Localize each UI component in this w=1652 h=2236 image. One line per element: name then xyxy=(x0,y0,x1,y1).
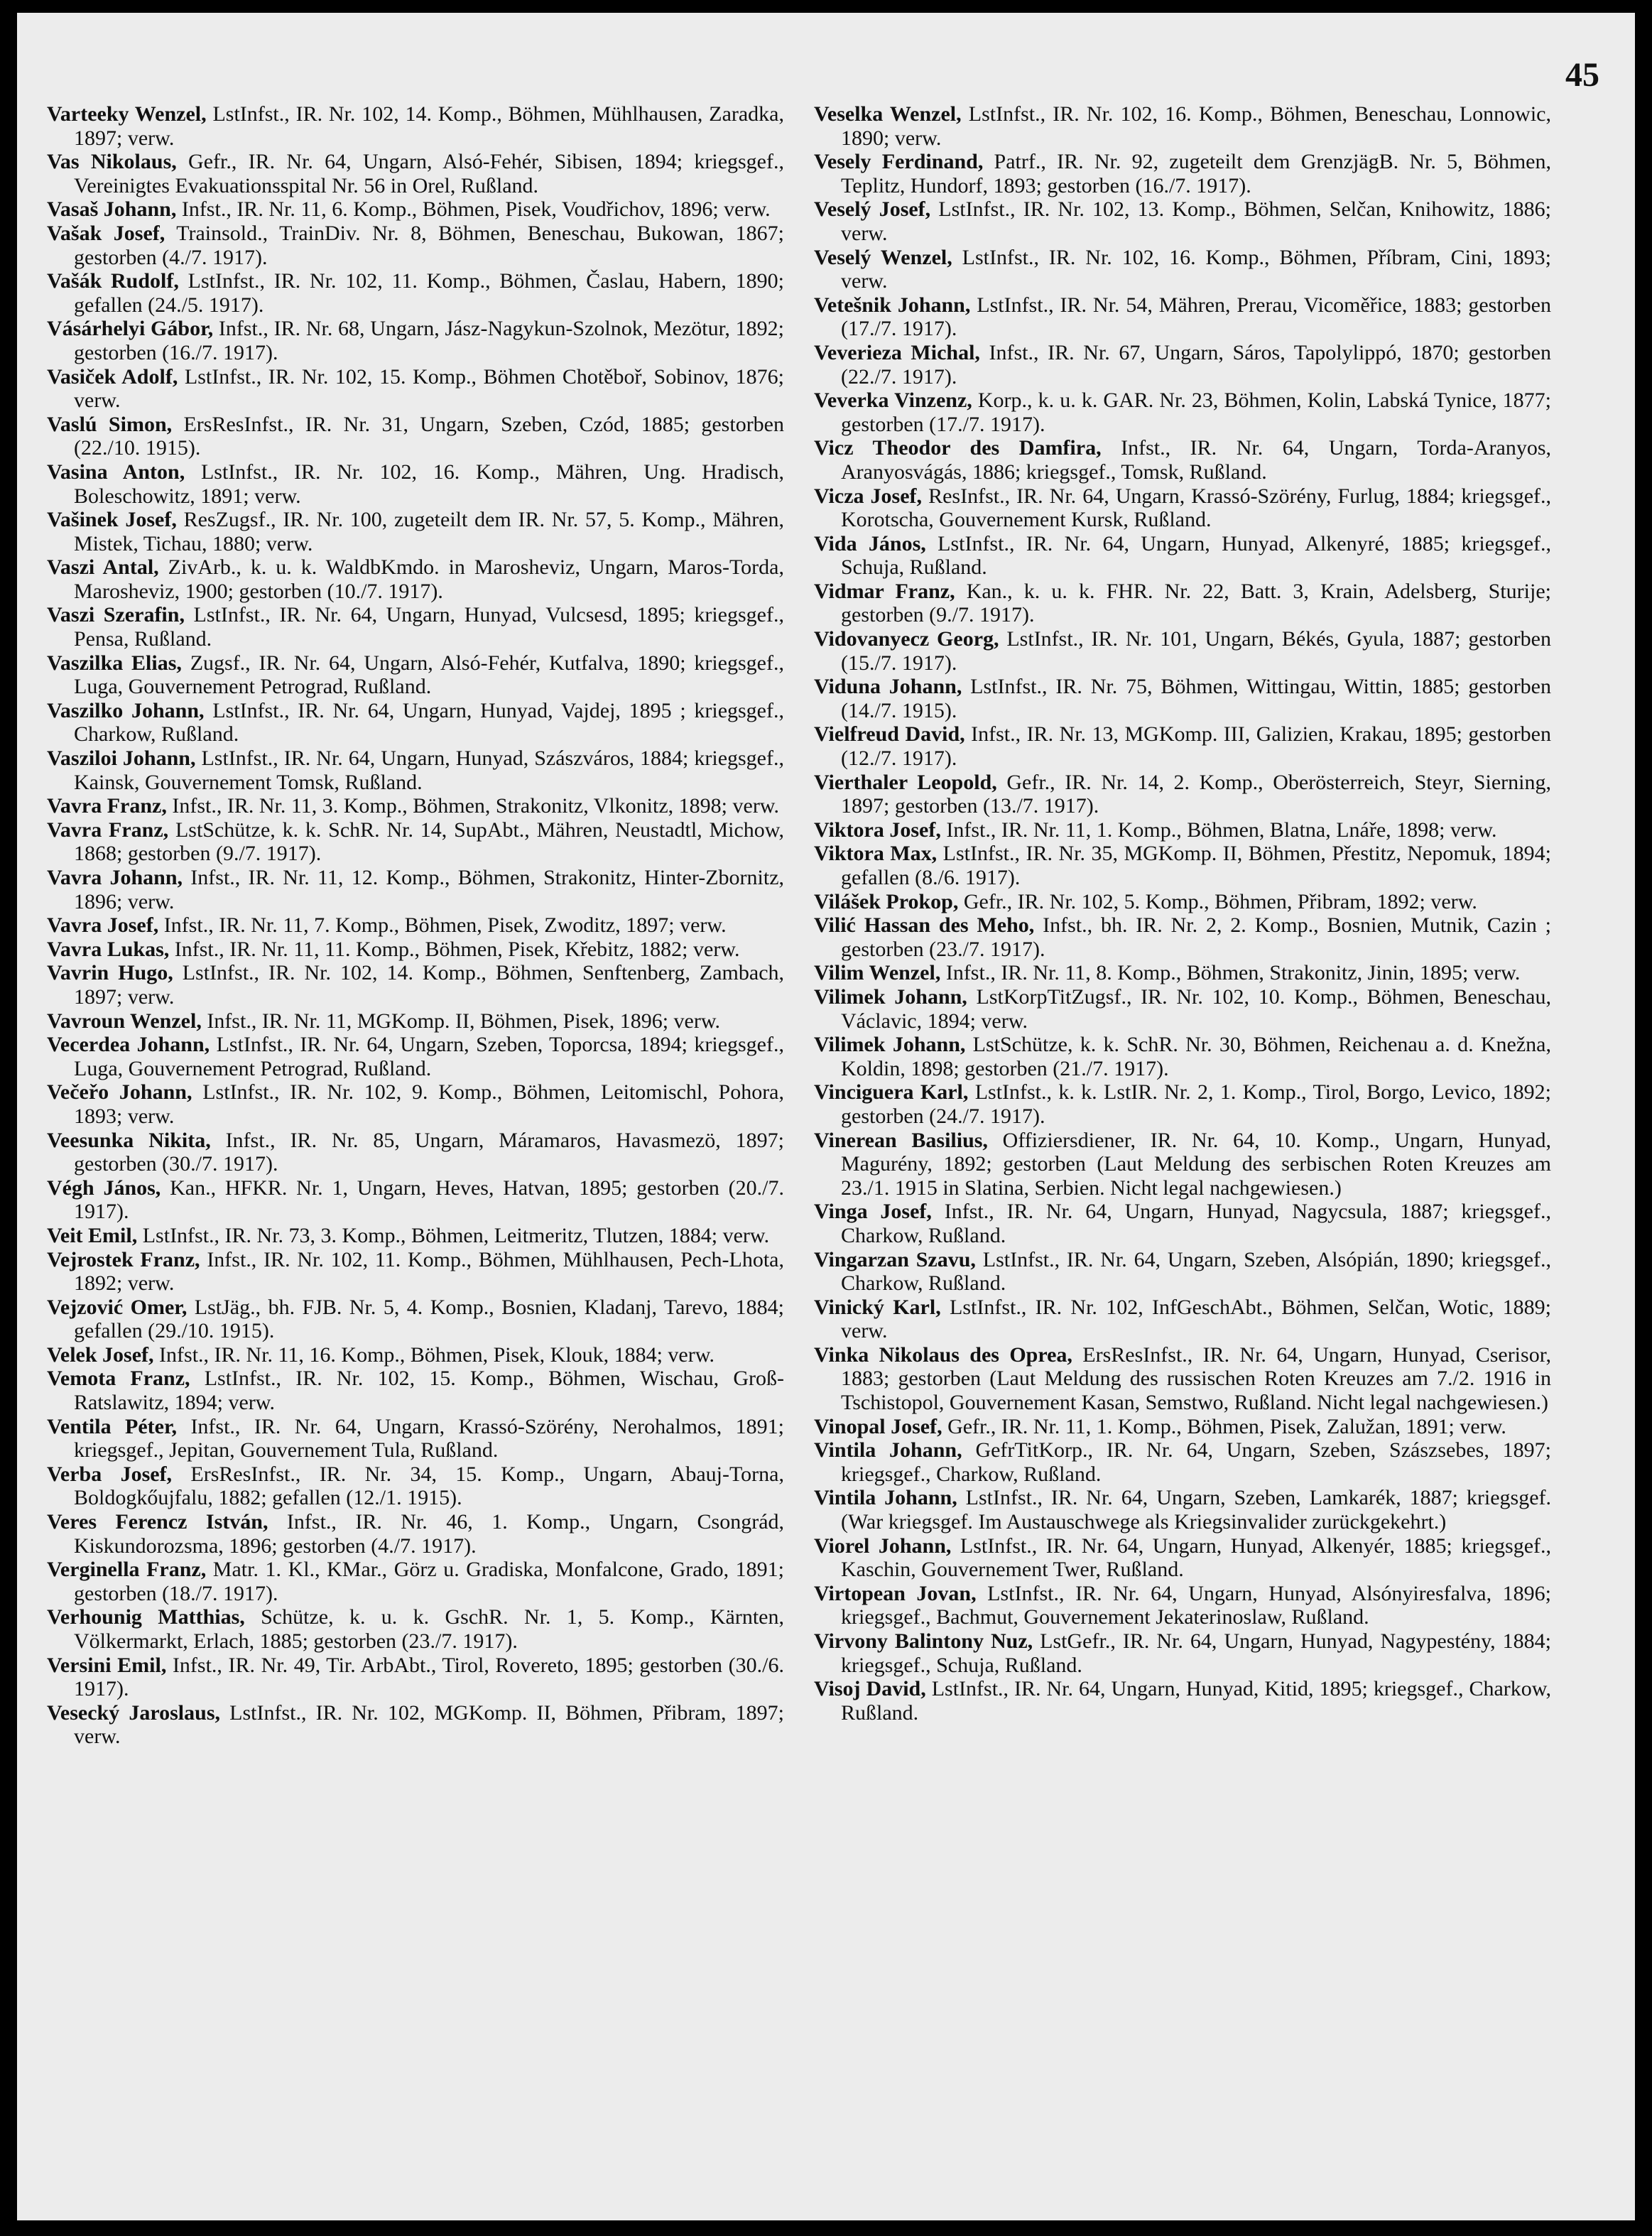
register-entry xyxy=(814,1080,1551,1128)
entry-name: Viduna Johann, xyxy=(814,675,962,699)
register-entry xyxy=(47,222,784,269)
register-entry xyxy=(814,842,1551,889)
register-entry xyxy=(814,771,1551,818)
entry-details: ResInfst., IR. Nr. 64, Ungarn, Krassó-Szörény, Furlug, 1884; kriegsgef., Korotscha, Gouvernement Kursk, Rußland. xyxy=(841,484,1551,532)
register-entry xyxy=(47,317,784,364)
entry-name: Veverka Vinzenz, xyxy=(814,389,972,413)
entry-details: Infst., IR. Nr. 64, Ungarn, Hunyad, Nagycsula, 1887; kriegsgef., Charkow, Rußland. xyxy=(841,1200,1551,1247)
register-entry xyxy=(47,1415,784,1462)
register-entry xyxy=(47,1248,784,1296)
entry-name: Vida János, xyxy=(814,531,926,555)
register-entry xyxy=(47,913,784,938)
register-entry xyxy=(47,1080,784,1128)
entry-details: ResZugsf., IR. Nr. 100, zugeteilt dem IR. Nr. 57, 5. Komp., Mähren, Mistek, Tichau, 1880; verw. xyxy=(74,508,784,555)
entry-details: Infst., IR. Nr. 11, MGKomp. II, Böhmen, Pisek, 1896; verw. xyxy=(201,1009,721,1033)
entry-details: LstInfst., IR. Nr. 64, Ungarn, Hunyad, Szászváros, 1884; kriegsgef., Kainsk, Gouvernement Tomsk, Rußland. xyxy=(74,747,784,794)
entry-name: Vašinek Josef, xyxy=(47,508,177,532)
register-entry xyxy=(47,1510,784,1558)
register-entry xyxy=(47,1176,784,1224)
entry-name: Vintila Johann, xyxy=(814,1438,962,1462)
register-entry xyxy=(47,747,784,794)
entry-details: LstInfst., IR. Nr. 102, 16. Komp., Böhmen, Příbram, Cini, 1893; verw. xyxy=(841,245,1551,293)
entry-details: Gefr., IR. Nr. 102, 5. Komp., Böhmen, Přibram, 1892; verw. xyxy=(958,889,1477,913)
entry-details: LstInfst., IR. Nr. 64, Ungarn, Hunyad, Alkenyré, 1885; kriegsgef., Schuja, Rußland. xyxy=(841,531,1552,580)
entry-details: Infst., IR. Nr. 49, Tir. ArbAbt., Tirol, Rovereto, 1895; gestorben (30./6. 1917). xyxy=(74,1653,784,1701)
entry-name: Verginella Franz, xyxy=(47,1558,207,1582)
entry-details: Infst., IR. Nr. 11, 8. Komp., Böhmen, Strakonitz, Jinin, 1895; verw. xyxy=(940,961,1521,985)
entry-name: Velek Josef, xyxy=(47,1342,154,1367)
entry-name: Vilim Wenzel, xyxy=(814,961,941,985)
register-entry xyxy=(47,1462,784,1510)
entry-details: Infst., IR. Nr. 64, Ungarn, Torda-Aranyos, Aranyosvágás, 1886; kriegsgef., Tomsk, Rußland. xyxy=(841,436,1551,484)
entry-name: Vašák Rudolf, xyxy=(47,269,179,293)
register-entry xyxy=(814,818,1551,842)
entry-details: Infst., IR. Nr. 11, 7. Komp., Böhmen, Pisek, Zwoditz, 1897; verw. xyxy=(158,913,727,938)
entry-details: Infst., IR. Nr. 68, Ungarn, Jász-Nagykun-Szolnok, Mezötur, 1892; gestorben (16./7. 1917). xyxy=(74,317,784,364)
entry-details: Infst., IR. Nr. 46, 1. Komp., Ungarn, Csongrád, Kiskundorozsma, 1896; gestorben (4./7. 1917). xyxy=(74,1510,785,1558)
register-entry xyxy=(47,1605,784,1653)
entry-details: Zugsf., IR. Nr. 64, Ungarn, Alsó-Fehér, Kutfalva, 1890; kriegsgef., Luga, Gouvernement Petrograd, Rußland. xyxy=(74,651,784,699)
entry-name: Vinciguera Karl, xyxy=(814,1080,969,1105)
entry-details: LstInfst., IR. Nr. 73, 3. Komp., Böhmen, Leitmeritz, Tlutzen, 1884; verw. xyxy=(137,1223,770,1247)
register-entry xyxy=(47,603,784,651)
entry-name: Vinga Josef, xyxy=(814,1200,932,1224)
register-entry xyxy=(47,1343,784,1367)
entry-details: LstInfst., IR. Nr. 102, InfGeschAbt., Böhmen, Selčan, Wotic, 1889; verw. xyxy=(841,1295,1551,1343)
register-entry xyxy=(814,961,1551,985)
entry-details: ZivArb., k. u. k. WaldbKmdo. in Marosheviz, Ungarn, Maros-Torda, Marosheviz, 1900; gestorben (10./7. 1917). xyxy=(74,555,784,603)
entry-name: Vilimek Johann, xyxy=(814,984,967,1009)
register-entry xyxy=(814,532,1551,580)
register-entry xyxy=(47,961,784,1009)
entry-name: Vásárhelyi Gábor, xyxy=(47,317,214,341)
entry-details: Gefr., IR. Nr. 11, 1. Komp., Böhmen, Pisek, Zalužan, 1891; verw. xyxy=(942,1414,1506,1438)
entry-name: Vicza Josef, xyxy=(814,484,923,508)
entry-name: Vidovanyecz Georg, xyxy=(814,627,999,651)
entry-details: Infst., IR. Nr. 11, 16. Komp., Böhmen, Pisek, Klouk, 1884; verw. xyxy=(153,1342,714,1367)
entry-name: Viorel Johann, xyxy=(814,1534,952,1558)
register-entry xyxy=(814,484,1551,532)
register-entry xyxy=(814,985,1551,1033)
register-entry xyxy=(814,1534,1551,1582)
entry-details: Infst., IR. Nr. 85, Ungarn, Máramaros, Havasmezö, 1897; gestorben (30./7. 1917). xyxy=(74,1128,785,1176)
register-entry xyxy=(47,699,784,747)
entry-details: LstInfst., IR. Nr. 64, Ungarn, Hunyad, Kitid, 1895; kriegsgef., Charkow, Rußland. xyxy=(841,1677,1551,1725)
entry-details: Gefr., IR. Nr. 64, Ungarn, Alsó-Fehér, Sibisen, 1894; kriegsgef., Vereinigtes Evakuationsspital Nr. 56 in Orel, Rußland. xyxy=(74,150,784,197)
entry-details: Offiziersdiener, IR. Nr. 64, 10. Komp., Ungarn, Hunyad, Magurény, 1892; gestorben (Laut Meldung des serbischen Roten Kreuzes am 23./1. 1915 in Slatina, Serbien. Nicht legal nachgewiesen.) xyxy=(841,1128,1551,1200)
entry-details: ErsResInfst., IR. Nr. 31, Ungarn, Szeben, Czód, 1885; gestorben (22./10. 1915). xyxy=(74,412,784,460)
entry-details: Kan., k. u. k. FHR. Nr. 22, Batt. 3, Krain, Adelsberg, Sturije; gestorben (9./7. 1917). xyxy=(841,579,1551,627)
entry-name: Vas Nikolaus, xyxy=(47,150,177,174)
register-entry xyxy=(47,818,784,866)
entry-details: Schütze, k. u. k. GschR. Nr. 1, 5. Komp., Kärnten, Völkermarkt, Erlach, 1885; gestorben (23./7. 1917). xyxy=(74,1605,784,1653)
register-entry xyxy=(814,1677,1551,1725)
entry-details: ErsResInfst., IR. Nr. 64, Ungarn, Hunyad, Cserisor, 1883; gestorben (Laut Meldung des russischen Roten Kreuzes am 7./2. 1916 in Tschistopol, Gouvernement Kasan, Semstwo, Rußland. Nicht legal nachgewiesen.) xyxy=(841,1342,1551,1415)
register-entry xyxy=(814,1296,1551,1343)
entry-details: LstInfst., IR. Nr. 64, Ungarn, Hunyad, Vulcsesd, 1895; kriegsgef., Pensa, Rußland. xyxy=(74,603,784,651)
register-entry xyxy=(47,555,784,603)
entry-name: Vasina Anton, xyxy=(47,460,185,484)
entry-details: LstInfst., IR. Nr. 102, 9. Komp., Böhmen, Leitomischl, Pohora, 1893; verw. xyxy=(74,1080,785,1128)
register-entry xyxy=(814,1200,1551,1247)
register-entry xyxy=(47,150,784,197)
entry-details: LstInfst., IR. Nr. 102, 15. Komp., Böhmen Chotěboř, Sobinov, 1876; verw. xyxy=(74,364,784,413)
entry-details: LstInfst., IR. Nr. 64, Ungarn, Szeben, Toporcsa, 1894; kriegsgef., Luga, Gouvernement Petrograd, Rußland. xyxy=(74,1033,784,1080)
register-entry xyxy=(814,627,1551,675)
entry-name: Viktora Max, xyxy=(814,842,938,866)
entry-details: LstInfst., k. k. LstIR. Nr. 2, 1. Komp., Tirol, Borgo, Levico, 1892; gestorben (24./7. 1917). xyxy=(841,1080,1551,1128)
entry-details: LstInfst., IR. Nr. 64, Ungarn, Szeben, Alsópián, 1890; kriegsgef., Charkow, Rußland. xyxy=(841,1247,1551,1296)
entry-name: Veres Ferencz István, xyxy=(47,1510,268,1534)
entry-name: Vavra Johann, xyxy=(47,866,183,889)
register-entry xyxy=(47,1558,784,1605)
entry-name: Ventila Péter, xyxy=(47,1414,178,1438)
entry-details: LstKorpTitZugsf., IR. Nr. 102, 10. Komp., Böhmen, Beneschau, Václavic, 1894; verw. xyxy=(841,984,1551,1033)
entry-name: Viktora Josef, xyxy=(814,818,941,842)
entry-name: Vaszi Antal, xyxy=(47,555,159,580)
entry-name: Veverieza Michal, xyxy=(814,340,980,364)
entry-details: LstSchütze, k. k. SchR. Nr. 30, Böhmen, Reichenau a. d. Knežna, Koldin, 1898; gestorben (21./7. 1917). xyxy=(841,1033,1551,1080)
entry-name: Végh János, xyxy=(47,1176,161,1200)
register-entry xyxy=(47,460,784,508)
entry-name: Visoj David, xyxy=(814,1677,926,1701)
entry-name: Vemota Franz, xyxy=(47,1367,190,1391)
entry-name: Vaslú Simon, xyxy=(47,412,173,436)
entry-name: Vinerean Basilius, xyxy=(814,1128,988,1152)
register-entry xyxy=(814,150,1551,197)
register-entry xyxy=(47,1129,784,1176)
register-entry xyxy=(814,246,1551,293)
entry-name: Vaszi Szerafin, xyxy=(47,603,185,627)
entry-name: Vicz Theodor des Damfira, xyxy=(814,436,1102,460)
register-entry xyxy=(47,1701,784,1749)
entry-name: Vavra Franz, xyxy=(47,794,167,818)
register-entry xyxy=(814,1129,1551,1200)
page-number: 45 xyxy=(1565,56,1599,94)
entry-details: LstInfst., IR. Nr. 102, 13. Komp., Böhmen, Selčan, Knihowitz, 1886; verw. xyxy=(841,197,1551,245)
entry-name: Vintila Johann, xyxy=(814,1486,957,1510)
entry-details: Gefr., IR. Nr. 14, 2. Komp., Oberösterreich, Steyr, Sierning, 1897; gestorben (13./7. 1917). xyxy=(841,770,1551,818)
register-entry xyxy=(814,1415,1551,1439)
register-entry xyxy=(47,365,784,413)
entry-name: Vilić Hassan des Meho, xyxy=(814,913,1035,938)
entry-details: Trainsold., TrainDiv. Nr. 8, Böhmen, Beneschau, Bukowan, 1867; gestorben (4./7. 1917). xyxy=(74,221,784,269)
entry-details: Infst., IR. Nr. 67, Ungarn, Sáros, Tapolylippó, 1870; gestorben (22./7. 1917). xyxy=(841,340,1551,389)
register-entry xyxy=(47,794,784,818)
entry-details: Korp., k. u. k. GAR. Nr. 23, Böhmen, Kolin, Labská Tynice, 1877; gestorben (17./7. 1917). xyxy=(841,389,1551,436)
entry-details: Infst., IR. Nr. 102, 11. Komp., Böhmen, Mühlhausen, Pech-Lhota, 1892; verw. xyxy=(74,1247,785,1296)
entry-details: LstSchütze, k. k. SchR. Nr. 14, SupAbt., Mähren, Neustadtl, Michow, 1868; gestorben (9./7. 1917). xyxy=(74,818,784,866)
entry-details: LstInfst., IR. Nr. 102, 16. Komp., Böhmen, Beneschau, Lonnowic, 1890; verw. xyxy=(841,102,1551,150)
entry-name: Versini Emil, xyxy=(47,1653,167,1677)
entry-details: GefrTitKorp., IR. Nr. 64, Ungarn, Szeben, Szászsebes, 1897; kriegsgef., Charkow, Rußland. xyxy=(841,1438,1552,1486)
register-entry xyxy=(814,341,1551,389)
register-entry xyxy=(47,1654,784,1701)
entry-name: Vilášek Prokop, xyxy=(814,889,959,913)
entry-details: Matr. 1. Kl., KMar., Görz u. Gradiska, Monfalcone, Grado, 1891; gestorben (18./7. 1917). xyxy=(74,1558,785,1605)
register-entry xyxy=(47,508,784,555)
entry-name: Vejzović Omer, xyxy=(47,1295,188,1319)
entry-name: Vasziloi Johann, xyxy=(47,747,196,771)
register-entry xyxy=(814,580,1551,627)
entry-name: Vavroun Wenzel, xyxy=(47,1009,202,1033)
register-entry xyxy=(47,1224,784,1248)
entry-name: Vavra Lukas, xyxy=(47,937,170,961)
register-entry xyxy=(47,102,784,150)
entry-name: Vasiček Adolf, xyxy=(47,364,178,389)
register-entry xyxy=(814,1033,1551,1080)
entry-details: Infst., IR. Nr. 11, 6. Komp., Böhmen, Pisek, Voudřichov, 1896; verw. xyxy=(176,197,771,222)
entry-name: Vinopal Josef, xyxy=(814,1414,942,1438)
entry-name: Veselý Wenzel, xyxy=(814,245,952,269)
entry-details: LstInfst., IR. Nr. 102, 11. Komp., Böhmen, Časlau, Habern, 1890; gefallen (24./5. 1917). xyxy=(74,269,784,317)
entry-name: Vasaš Johann, xyxy=(47,197,177,222)
entry-details: Infst., IR. Nr. 64, Ungarn, Krassó-Szörény, Nerohalmos, 1891; kriegsgef., Jepitan, Gouvernement Tula, Rußland. xyxy=(74,1414,784,1462)
register-entry xyxy=(814,293,1551,341)
register-entry xyxy=(47,866,784,913)
register-entry xyxy=(814,722,1551,770)
entry-details: LstInfst., IR. Nr. 102, MGKomp. II, Böhmen, Přibram, 1897; verw. xyxy=(74,1700,785,1749)
entry-name: Veselý Josef, xyxy=(814,197,931,222)
entry-name: Večeřo Johann, xyxy=(47,1080,192,1105)
entry-details: LstInfst., IR. Nr. 35, MGKomp. II, Böhmen, Přestitz, Nepomuk, 1894; gefallen (8./6. 1917). xyxy=(841,842,1551,889)
right-column xyxy=(814,102,1551,1725)
entry-details: LstInfst., IR. Nr. 102, 14. Komp., Böhmen, Mühlhausen, Zaradka, 1897; verw. xyxy=(74,102,784,150)
left-column xyxy=(47,102,784,1749)
register-entry xyxy=(47,651,784,699)
entry-details: Infst., IR. Nr. 11, 12. Komp., Böhmen, Strakonitz, Hinter-Zbornitz, 1896; verw. xyxy=(74,866,785,913)
register-entry xyxy=(814,1343,1551,1415)
register-entry xyxy=(814,675,1551,722)
entry-name: Vetešnik Johann, xyxy=(814,293,971,317)
register-entry xyxy=(47,269,784,317)
entry-name: Vielfreud David, xyxy=(814,722,965,747)
register-entry xyxy=(47,1033,784,1080)
entry-details: LstInfst., IR. Nr. 64, Ungarn, Hunyad, Vajdej, 1895 ; kriegsgef., Charkow, Rußland. xyxy=(74,698,784,747)
entry-details: Patrf., IR. Nr. 92, zugeteilt dem GrenzjägB. Nr. 5, Böhmen, Teplitz, Hundorf, 1893; gestorben (16./7. 1917). xyxy=(841,150,1552,197)
entry-details: ErsResInfst., IR. Nr. 34, 15. Komp., Ungarn, Abauj-Torna, Boldogkőujfalu, 1882; gefallen (12./1. 1915). xyxy=(74,1462,784,1510)
entry-details: LstInfst., IR. Nr. 75, Böhmen, Wittingau, Wittin, 1885; gestorben (14./7. 1915). xyxy=(841,675,1552,722)
register-entry xyxy=(814,890,1551,914)
entry-details: LstGefr., IR. Nr. 64, Ungarn, Hunyad, Nagypestény, 1884; kriegsgef., Schuja, Rußland. xyxy=(841,1629,1551,1677)
entry-name: Vavra Franz, xyxy=(47,818,169,842)
register-entry xyxy=(47,1296,784,1343)
entry-name: Verba Josef, xyxy=(47,1462,173,1486)
entry-details: LstInfst., IR. Nr. 64, Ungarn, Hunyad, Alkenyér, 1885; kriegsgef., Kaschin, Gouvernement Twer, Rußland. xyxy=(841,1534,1552,1582)
entry-details: LstJäg., bh. FJB. Nr. 5, 4. Komp., Bosnien, Kladanj, Tarevo, 1884; gefallen (29./10. 1915). xyxy=(74,1295,784,1343)
register-entry xyxy=(47,1009,784,1033)
entry-name: Veselka Wenzel, xyxy=(814,102,962,126)
entry-name: Virtopean Jovan, xyxy=(814,1581,977,1605)
entry-details: Infst., IR. Nr. 11, 11. Komp., Böhmen, Pisek, Křebitz, 1882; verw. xyxy=(169,937,740,961)
entry-name: Vinický Karl, xyxy=(814,1295,941,1319)
entry-name: Vavrin Hugo, xyxy=(47,961,173,985)
entry-name: Vingarzan Szavu, xyxy=(814,1247,976,1271)
entry-details: LstInfst., IR. Nr. 101, Ungarn, Békés, Gyula, 1887; gestorben (15./7. 1917). xyxy=(841,627,1551,675)
entry-details: LstInfst., IR. Nr. 54, Mähren, Prerau, Vicoměřice, 1883; gestorben (17./7. 1917). xyxy=(841,293,1551,341)
entry-name: Vašak Josef, xyxy=(47,221,165,245)
entry-name: Veesunka Nikita, xyxy=(47,1128,211,1152)
register-entry xyxy=(814,436,1551,484)
register-entry xyxy=(47,1367,784,1414)
entry-name: Vierthaler Leopold, xyxy=(814,770,997,794)
entry-name: Vavra Josef, xyxy=(47,913,159,938)
entry-name: Varteeky Wenzel, xyxy=(47,102,207,126)
register-entry xyxy=(814,1248,1551,1296)
entry-details: Infst., IR. Nr. 11, 1. Komp., Böhmen, Blatna, Lnáře, 1898; verw. xyxy=(940,818,1497,842)
entry-details: LstInfst., IR. Nr. 64, Ungarn, Szeben, Lamkarék, 1887; kriegsgef. (War kriegsgef. Im Austauschwege als Kriegsinvalider zurückgekehrt.) xyxy=(841,1486,1551,1534)
entry-name: Vecerdea Johann, xyxy=(47,1033,210,1057)
register-entry xyxy=(814,913,1551,961)
entry-name: Vaszilko Johann, xyxy=(47,698,205,722)
entry-name: Vaszilka Elias, xyxy=(47,651,182,675)
register-entry xyxy=(814,1438,1551,1486)
register-entry xyxy=(814,197,1551,245)
register-entry xyxy=(814,1486,1551,1534)
register-entry xyxy=(47,197,784,222)
entry-name: Vilimek Johann, xyxy=(814,1033,966,1057)
entry-name: Vidmar Franz, xyxy=(814,579,955,603)
entry-name: Verhounig Matthias, xyxy=(47,1605,245,1629)
entry-name: Vinka Nikolaus des Oprea, xyxy=(814,1342,1072,1367)
register-entry xyxy=(47,413,784,460)
entry-details: Infst., bh. IR. Nr. 2, 2. Komp., Bosnien, Mutnik, Cazin ; gestorben (23./7. 1917). xyxy=(841,913,1552,961)
entry-details: LstInfst., IR. Nr. 102, 14. Komp., Böhmen, Senftenberg, Zambach, 1897; verw. xyxy=(74,961,785,1009)
entry-name: Veit Emil, xyxy=(47,1223,138,1247)
register-entry xyxy=(47,938,784,962)
entry-details: Infst., IR. Nr. 11, 3. Komp., Böhmen, Strakonitz, Vlkonitz, 1898; verw. xyxy=(166,794,780,818)
register-entry xyxy=(814,102,1551,150)
entry-name: Vejrostek Franz, xyxy=(47,1247,200,1271)
entry-details: LstInfst., IR. Nr. 102, 15. Komp., Böhmen, Wischau, Groß-Ratslawitz, 1894; verw. xyxy=(74,1367,784,1415)
entry-details: LstInfst., IR. Nr. 102, 16. Komp., Mähren, Ung. Hradisch, Boleschowitz, 1891; verw. xyxy=(74,460,784,508)
book-page xyxy=(17,13,1635,2220)
entry-name: Virvony Balintony Nuz, xyxy=(814,1629,1033,1653)
entry-details: Infst., IR. Nr. 13, MGKomp. III, Galizien, Krakau, 1895; gestorben (12./7. 1917). xyxy=(841,722,1551,771)
entry-name: Vesely Ferdinand, xyxy=(814,150,984,174)
register-entry xyxy=(814,389,1551,436)
register-entry xyxy=(814,1629,1551,1677)
entry-details: Kan., HFKR. Nr. 1, Ungarn, Heves, Hatvan, 1895; gestorben (20./7. 1917). xyxy=(74,1176,784,1224)
register-entry xyxy=(814,1582,1551,1629)
entry-name: Vesecký Jaroslaus, xyxy=(47,1700,220,1725)
entry-details: LstInfst., IR. Nr. 64, Ungarn, Hunyad, Alsónyiresfalva, 1896; kriegsgef., Bachmut, Gouvernement Jekaterinoslaw, Rußland. xyxy=(841,1581,1551,1629)
